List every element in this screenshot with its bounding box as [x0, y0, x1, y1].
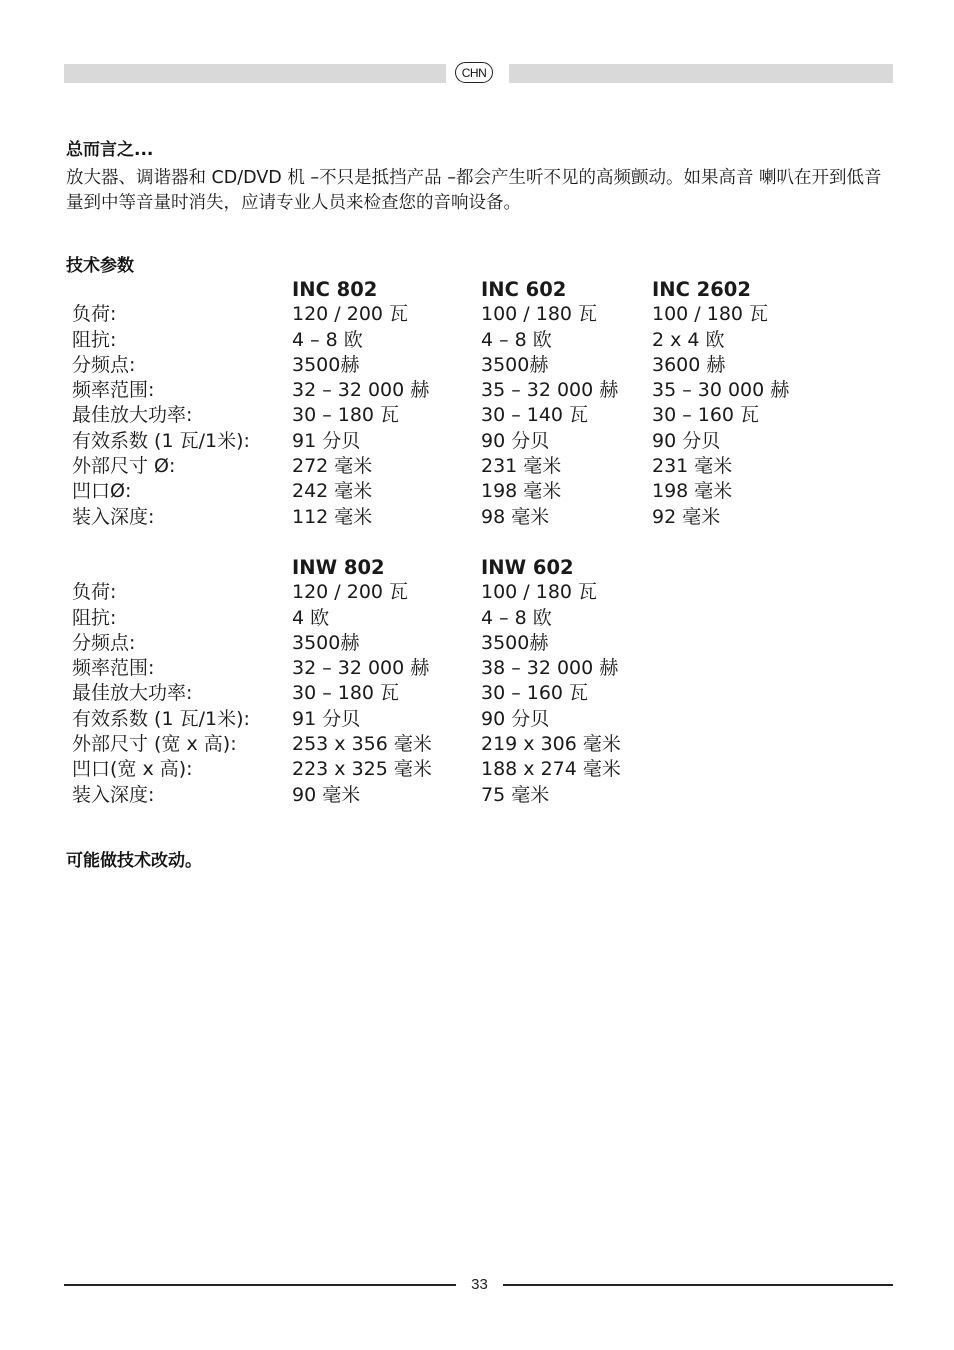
spec-value: 2 x 4 欧 — [652, 328, 725, 351]
spec-row — [72, 429, 852, 454]
page-number: 33 — [471, 1276, 488, 1293]
spec-label: 最佳放大功率: — [72, 682, 193, 705]
spec-row — [72, 302, 852, 327]
spec-value: 198 毫米 — [481, 480, 562, 503]
spec-row — [72, 580, 652, 605]
spec-label: 装入深度: — [72, 783, 155, 806]
spec-row — [72, 505, 852, 530]
model-header-row — [72, 555, 652, 580]
spec-value: 90 分贝 — [481, 429, 550, 452]
spec-value: 219 x 306 毫米 — [481, 733, 621, 756]
language-badge: CHN — [455, 62, 493, 83]
spec-row — [72, 732, 652, 757]
header-bar-right — [509, 64, 893, 83]
spec-label: 阻抗: — [72, 606, 117, 629]
model-header-row — [72, 277, 852, 302]
spec-value: 100 / 180 瓦 — [481, 303, 598, 326]
spec-value: 272 毫米 — [292, 455, 373, 478]
spec-value: 3500赫 — [481, 353, 549, 376]
spec-label: 频率范围: — [72, 657, 155, 680]
spec-row — [72, 378, 852, 403]
spec-value: 3500赫 — [292, 353, 360, 376]
header-bar-left — [64, 64, 446, 83]
spec-value: 30 – 160 瓦 — [652, 404, 760, 427]
summary-title: 总而言之... — [66, 140, 154, 160]
spec-row — [72, 656, 652, 681]
spec-label: 负荷: — [72, 303, 117, 326]
spec-value: 32 – 32 000 赫 — [292, 657, 430, 680]
spec-row — [72, 328, 852, 353]
spec-value: 100 / 180 瓦 — [652, 303, 769, 326]
footer-line-left — [64, 1284, 456, 1286]
spec-label: 装入深度: — [72, 505, 155, 528]
spec-label: 有效系数 (1 瓦/1米): — [72, 429, 250, 452]
spec-value: 231 毫米 — [481, 455, 562, 478]
spec-row — [72, 707, 652, 732]
spec-value: 3500赫 — [292, 631, 360, 654]
spec-value: 120 / 200 瓦 — [292, 303, 409, 326]
spec-value: 3500赫 — [481, 631, 549, 654]
footer-line-right — [503, 1284, 893, 1286]
spec-value: 231 毫米 — [652, 455, 733, 478]
spec-row — [72, 631, 652, 656]
spec-label: 负荷: — [72, 581, 117, 604]
spec-label: 有效系数 (1 瓦/1米): — [72, 707, 250, 730]
spec-label: 频率范围: — [72, 379, 155, 402]
spec-value: 120 / 200 瓦 — [292, 581, 409, 604]
spec-row — [72, 479, 852, 504]
model-name: INC 802 — [292, 278, 378, 301]
spec-value: 223 x 325 毫米 — [292, 758, 432, 781]
model-name: INW 602 — [481, 556, 574, 579]
model-name: INW 802 — [292, 556, 385, 579]
spec-row — [72, 454, 852, 479]
spec-label: 外部尺寸 (宽 x 高): — [72, 733, 237, 756]
spec-label: 分频点: — [72, 353, 136, 376]
spec-row — [72, 783, 652, 808]
spec-value: 4 欧 — [292, 606, 330, 629]
spec-value: 30 – 180 瓦 — [292, 682, 400, 705]
spec-row — [72, 757, 652, 782]
spec-label: 阻抗: — [72, 328, 117, 351]
spec-value: 242 毫米 — [292, 480, 373, 503]
spec-label: 凹口Ø: — [72, 480, 132, 503]
specs-title: 技术参数 — [66, 256, 134, 276]
spec-value: 4 – 8 欧 — [292, 328, 363, 351]
spec-value: 4 – 8 欧 — [481, 328, 552, 351]
spec-label: 最佳放大功率: — [72, 404, 193, 427]
spec-value: 35 – 30 000 赫 — [652, 379, 790, 402]
spec-value: 198 毫米 — [652, 480, 733, 503]
spec-value: 98 毫米 — [481, 505, 550, 528]
spec-value: 91 分贝 — [292, 429, 361, 452]
spec-value: 188 x 274 毫米 — [481, 758, 621, 781]
model-name: INC 2602 — [652, 278, 751, 301]
spec-label: 分频点: — [72, 631, 136, 654]
summary-body: 放大器、调谐器和 CD/DVD 机 –不只是抵挡产品 –都会产生听不见的高频颤动。如果高音 喇叭在开到低音量到中等音量时消失，应请专业人员来检查您的音响设备。 — [66, 168, 882, 213]
technical-change-notice: 可能做技术改动。 — [66, 851, 202, 871]
spec-row — [72, 403, 852, 428]
spec-value: 30 – 140 瓦 — [481, 404, 589, 427]
spec-value: 90 分贝 — [481, 707, 550, 730]
spec-value: 100 / 180 瓦 — [481, 581, 598, 604]
spec-value: 4 – 8 欧 — [481, 606, 552, 629]
spec-value: 112 毫米 — [292, 505, 373, 528]
spec-value: 38 – 32 000 赫 — [481, 657, 619, 680]
spec-row — [72, 606, 652, 631]
spec-value: 75 毫米 — [481, 783, 550, 806]
spec-value: 90 毫米 — [292, 783, 361, 806]
spec-label: 外部尺寸 Ø: — [72, 455, 176, 478]
model-name: INC 602 — [481, 278, 567, 301]
spec-row — [72, 681, 652, 706]
spec-table-inw — [72, 555, 652, 808]
spec-label: 凹口(宽 x 高): — [72, 758, 193, 781]
spec-value: 30 – 180 瓦 — [292, 404, 400, 427]
spec-table-inc — [72, 277, 852, 530]
spec-value: 253 x 356 毫米 — [292, 733, 432, 756]
spec-value: 90 分贝 — [652, 429, 721, 452]
spec-row — [72, 353, 852, 378]
spec-value: 91 分贝 — [292, 707, 361, 730]
spec-value: 3600 赫 — [652, 353, 726, 376]
spec-value: 35 – 32 000 赫 — [481, 379, 619, 402]
spec-value: 30 – 160 瓦 — [481, 682, 589, 705]
spec-value: 92 毫米 — [652, 505, 721, 528]
spec-value: 32 – 32 000 赫 — [292, 379, 430, 402]
